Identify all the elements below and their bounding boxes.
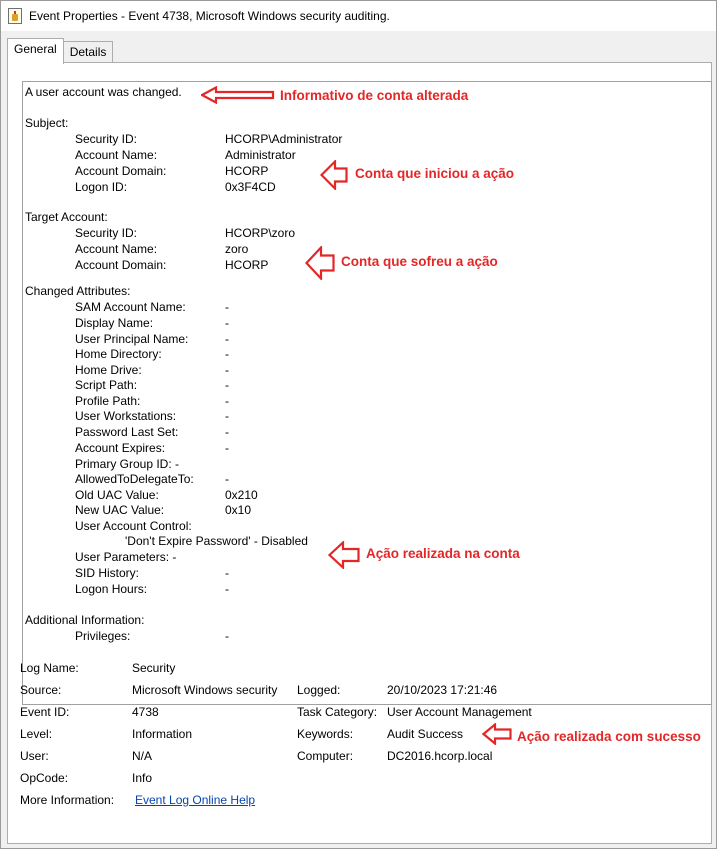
field-label: Logon ID:	[75, 180, 128, 194]
field-label: Security ID:	[75, 132, 138, 146]
field-label: Account Domain:	[75, 164, 167, 178]
field-value: 0x210	[225, 488, 258, 502]
keywords-label: Keywords:	[297, 727, 354, 741]
logged-label: Logged:	[297, 683, 341, 697]
field-value: 0x10	[225, 503, 252, 517]
more-information-label: More Information:	[20, 793, 115, 807]
field-label: Old UAC Value:	[75, 488, 159, 502]
field-value: -	[225, 582, 229, 596]
field-label: User Workstations:	[75, 409, 177, 423]
field-value: -	[225, 347, 229, 361]
event-id-value: 4738	[132, 705, 159, 719]
field-value: -	[225, 316, 229, 330]
field-label: SID History:	[75, 566, 140, 580]
field-label: New UAC Value:	[75, 503, 165, 517]
field-label: User Parameters: -	[75, 550, 177, 564]
computer-value: DC2016.hcorp.local	[387, 749, 493, 763]
log-name-value: Security	[132, 661, 176, 675]
source-value: Microsoft Windows security	[132, 683, 278, 697]
level-value: Information	[132, 727, 193, 741]
tab-general[interactable]: General	[7, 38, 64, 64]
title-bar	[1, 1, 716, 31]
field-value: -	[225, 363, 229, 377]
user-value: N/A	[132, 749, 153, 763]
subject-header: Subject:	[25, 116, 69, 130]
uac-flag-value: 'Don't Expire Password' - Disabled	[125, 534, 308, 548]
window-title: Event Properties - Event 4738, Microsoft Windows security auditing.	[29, 9, 390, 23]
log-name-label: Log Name:	[20, 661, 79, 675]
field-label: Account Expires:	[75, 441, 166, 455]
computer-label: Computer:	[297, 749, 354, 763]
field-value: -	[225, 378, 229, 392]
field-label: Script Path:	[75, 378, 138, 392]
target-header: Target Account:	[25, 210, 108, 224]
field-value: -	[225, 332, 229, 346]
field-label: Display Name:	[75, 316, 154, 330]
field-label: Account Domain:	[75, 258, 167, 272]
field-value: -	[225, 394, 229, 408]
field-label: Account Name:	[75, 148, 158, 162]
level-label: Level:	[20, 727, 53, 741]
field-label: Logon Hours:	[75, 582, 148, 596]
field-label: Account Name:	[75, 242, 158, 256]
field-label: User Account Control:	[75, 519, 192, 533]
annotation-arrow-left-icon	[482, 723, 512, 745]
field-label: SAM Account Name:	[75, 300, 186, 314]
field-label: Home Drive:	[75, 363, 142, 377]
opcode-label: OpCode:	[20, 771, 69, 785]
annotation-subject: Conta que iniciou a ação	[355, 166, 515, 181]
task-category-value: User Account Management	[387, 705, 532, 719]
annotation-target: Conta que sofreu a ação	[341, 254, 498, 269]
opcode-value: Info	[132, 771, 153, 785]
event-viewer-icon	[8, 8, 22, 24]
field-value: -	[225, 300, 229, 314]
additional-info-header: Additional Information:	[25, 613, 145, 627]
description-headline: A user account was changed.	[25, 85, 182, 99]
annotation-arrow-left-icon	[320, 160, 348, 190]
field-label: Security ID:	[75, 226, 138, 240]
annotation-arrow-left-icon	[305, 246, 335, 280]
general-panel	[7, 62, 712, 844]
field-label: User Principal Name:	[75, 332, 189, 346]
field-label: AllowedToDelegateTo:	[75, 472, 194, 486]
field-label: Home Directory:	[75, 347, 162, 361]
field-value: -	[225, 629, 229, 643]
annotation-uac: Ação realizada na conta	[366, 546, 520, 561]
field-value: HCORP\Administrator	[225, 132, 343, 146]
logged-value: 20/10/2023 17:21:46	[387, 683, 498, 697]
task-category-label: Task Category:	[297, 705, 378, 719]
annotation-arrow-left-icon	[201, 86, 275, 104]
keywords-value: Audit Success	[387, 727, 464, 741]
field-value: -	[225, 472, 229, 486]
field-value: HCORP	[225, 164, 269, 178]
field-value: -	[225, 409, 229, 423]
field-value: HCORP\zoro	[225, 226, 296, 240]
event-id-label: Event ID:	[20, 705, 70, 719]
field-label: Primary Group ID: -	[75, 457, 180, 471]
field-value: -	[225, 566, 229, 580]
tab-details[interactable]: Details	[63, 41, 114, 63]
field-label: Profile Path:	[75, 394, 141, 408]
field-value: Administrator	[225, 148, 296, 162]
field-value: HCORP	[225, 258, 269, 272]
field-value: zoro	[225, 242, 249, 256]
field-value: -	[225, 425, 229, 439]
annotation-keywords: Ação realizada com sucesso	[517, 729, 701, 744]
annotation-headline: Informativo de conta alterada	[280, 88, 469, 103]
field-label: Password Last Set:	[75, 425, 179, 439]
annotation-arrow-left-icon	[328, 541, 360, 569]
user-label: User:	[20, 749, 49, 763]
event-log-online-help-link[interactable]: Event Log Online Help	[135, 793, 256, 807]
changed-attributes-header: Changed Attributes:	[25, 284, 131, 298]
tab-strip	[7, 41, 112, 63]
field-label: Privileges:	[75, 629, 131, 643]
field-value: -	[225, 441, 229, 455]
event-description-box[interactable]	[22, 81, 712, 705]
field-value: 0x3F4CD	[225, 180, 276, 194]
source-label: Source:	[20, 683, 62, 697]
